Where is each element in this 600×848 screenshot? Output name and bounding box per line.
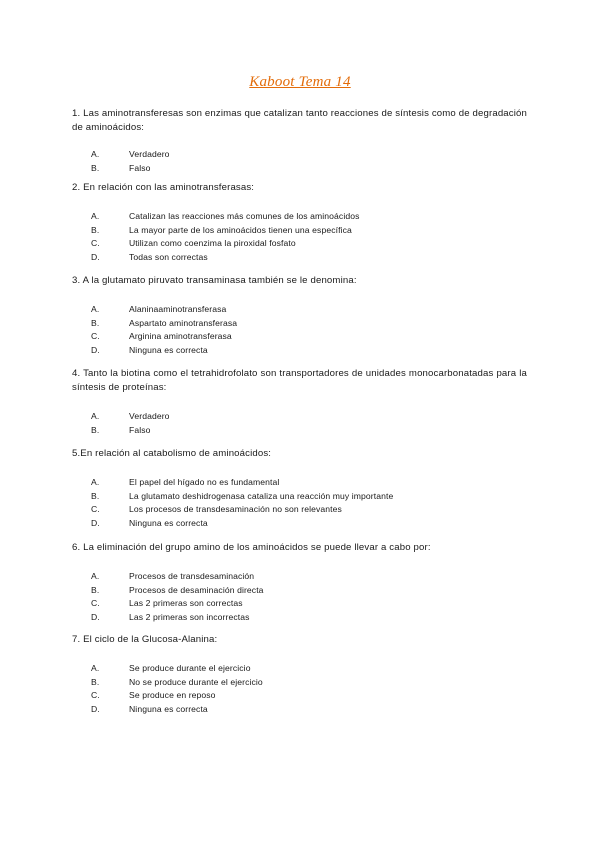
option-text: Ninguna es correcta <box>129 703 208 714</box>
option-text: No se produce durante el ejercicio <box>129 676 263 687</box>
option-text: La mayor parte de los aminoácidos tienen una específica <box>129 224 352 235</box>
option-text: Utilizan como coenzima la piroxidal fosfato <box>129 238 296 248</box>
question-text: 2. En relación con las aminotransferasas: <box>72 182 255 193</box>
option-a[interactable] <box>72 662 527 676</box>
option-text: Procesos de desaminación directa <box>129 584 264 595</box>
option-letter: B. <box>91 676 100 687</box>
option-d[interactable] <box>72 344 527 358</box>
option-b[interactable] <box>72 424 527 438</box>
option-c[interactable] <box>72 597 527 611</box>
option-text: Verdadero <box>129 411 170 421</box>
option-b[interactable] <box>72 676 527 690</box>
option-letter: A. <box>91 571 100 581</box>
option-letter: A. <box>91 411 100 421</box>
option-text: El papel del hígado no es fundamental <box>129 477 280 487</box>
question-text: 3. A la glutamato piruvato transaminasa también se le denomina: <box>72 275 357 286</box>
option-a[interactable] <box>72 410 527 424</box>
page-title: Kaboot Tema 14 <box>249 74 351 90</box>
question-1 <box>72 107 527 175</box>
option-b[interactable] <box>72 584 527 598</box>
question-text: 5.En relación al catabolismo de aminoácidos: <box>72 448 272 459</box>
option-a[interactable] <box>72 148 527 162</box>
option-letter: B. <box>91 424 100 435</box>
option-c[interactable] <box>72 689 527 703</box>
option-text: Se produce durante el ejercicio <box>129 663 251 673</box>
option-d[interactable] <box>72 251 527 265</box>
question-text: 6. La eliminación del grupo amino de los aminoácidos se puede llevar a cabo por: <box>72 542 431 553</box>
option-letter: C. <box>91 238 100 248</box>
question-4 <box>72 367 527 437</box>
question-5 <box>72 447 527 530</box>
question-text: 1. Las aminotransferesas son enzimas que catalizan tanto reacciones de síntesis como de degradación de aminoácidos: <box>72 108 527 133</box>
question-text: 4. Tanto la biotina como el tetrahidrofolato son transportadores de unidades monocarbonatadas para la síntesis de proteínas: <box>72 368 527 393</box>
options-list <box>72 410 527 437</box>
option-text: Todas son correctas <box>129 251 208 262</box>
option-letter: B. <box>91 162 100 173</box>
option-a[interactable] <box>72 570 527 584</box>
option-letter: D. <box>91 703 100 714</box>
question-2 <box>72 181 527 264</box>
option-letter: D. <box>91 517 100 528</box>
option-text: Verdadero <box>129 149 170 159</box>
options-list <box>72 570 527 624</box>
option-text: Aspartato aminotransferasa <box>129 317 238 328</box>
option-letter: C. <box>91 331 100 341</box>
question-text: 7. El ciclo de la Glucosa-Alanina: <box>72 634 218 645</box>
option-b[interactable] <box>72 317 527 331</box>
option-letter: A. <box>91 149 100 159</box>
option-letter: B. <box>91 224 100 235</box>
option-b[interactable] <box>72 162 527 176</box>
option-letter: C. <box>91 690 100 700</box>
option-d[interactable] <box>72 517 527 531</box>
option-b[interactable] <box>72 490 527 504</box>
option-b[interactable] <box>72 224 527 238</box>
options-list <box>72 303 527 357</box>
option-text: Los procesos de transdesaminación no son relevantes <box>129 504 342 514</box>
options-list <box>72 476 527 530</box>
option-text: Arginina aminotransferasa <box>129 331 232 341</box>
option-letter: A. <box>91 211 100 221</box>
option-letter: B. <box>91 490 100 501</box>
option-text: Alaninaaminotransferasa <box>129 304 227 314</box>
option-d[interactable] <box>72 703 527 717</box>
options-list <box>72 210 527 264</box>
option-letter: D. <box>91 251 100 262</box>
option-c[interactable] <box>72 330 527 344</box>
option-text: Falso <box>129 424 151 435</box>
option-text: Las 2 primeras son correctas <box>129 598 243 608</box>
option-letter: A. <box>91 663 100 673</box>
option-a[interactable] <box>72 210 527 224</box>
option-d[interactable] <box>72 611 527 625</box>
option-letter: A. <box>91 477 100 487</box>
question-6 <box>72 541 527 624</box>
option-letter: C. <box>91 598 100 608</box>
option-letter: A. <box>91 304 100 314</box>
option-text: Se produce en reposo <box>129 690 216 700</box>
option-letter: D. <box>91 611 100 622</box>
options-list <box>72 148 527 175</box>
option-letter: C. <box>91 504 100 514</box>
option-c[interactable] <box>72 503 527 517</box>
question-7 <box>72 633 527 716</box>
option-letter: B. <box>91 317 100 328</box>
question-3 <box>72 274 527 357</box>
option-text: Catalizan las reacciones más comunes de los aminoácidos <box>129 211 360 221</box>
option-a[interactable] <box>72 476 527 490</box>
option-text: Las 2 primeras son incorrectas <box>129 611 250 622</box>
option-text: Falso <box>129 162 151 173</box>
option-text: Ninguna es correcta <box>129 517 208 528</box>
option-letter: D. <box>91 344 100 355</box>
option-text: Ninguna es correcta <box>129 344 208 355</box>
option-text: Procesos de transdesaminación <box>129 571 255 581</box>
option-letter: B. <box>91 584 100 595</box>
option-a[interactable] <box>72 303 527 317</box>
options-list <box>72 662 527 716</box>
option-c[interactable] <box>72 237 527 251</box>
option-text: La glutamato deshidrogenasa cataliza una reacción muy importante <box>129 490 394 501</box>
